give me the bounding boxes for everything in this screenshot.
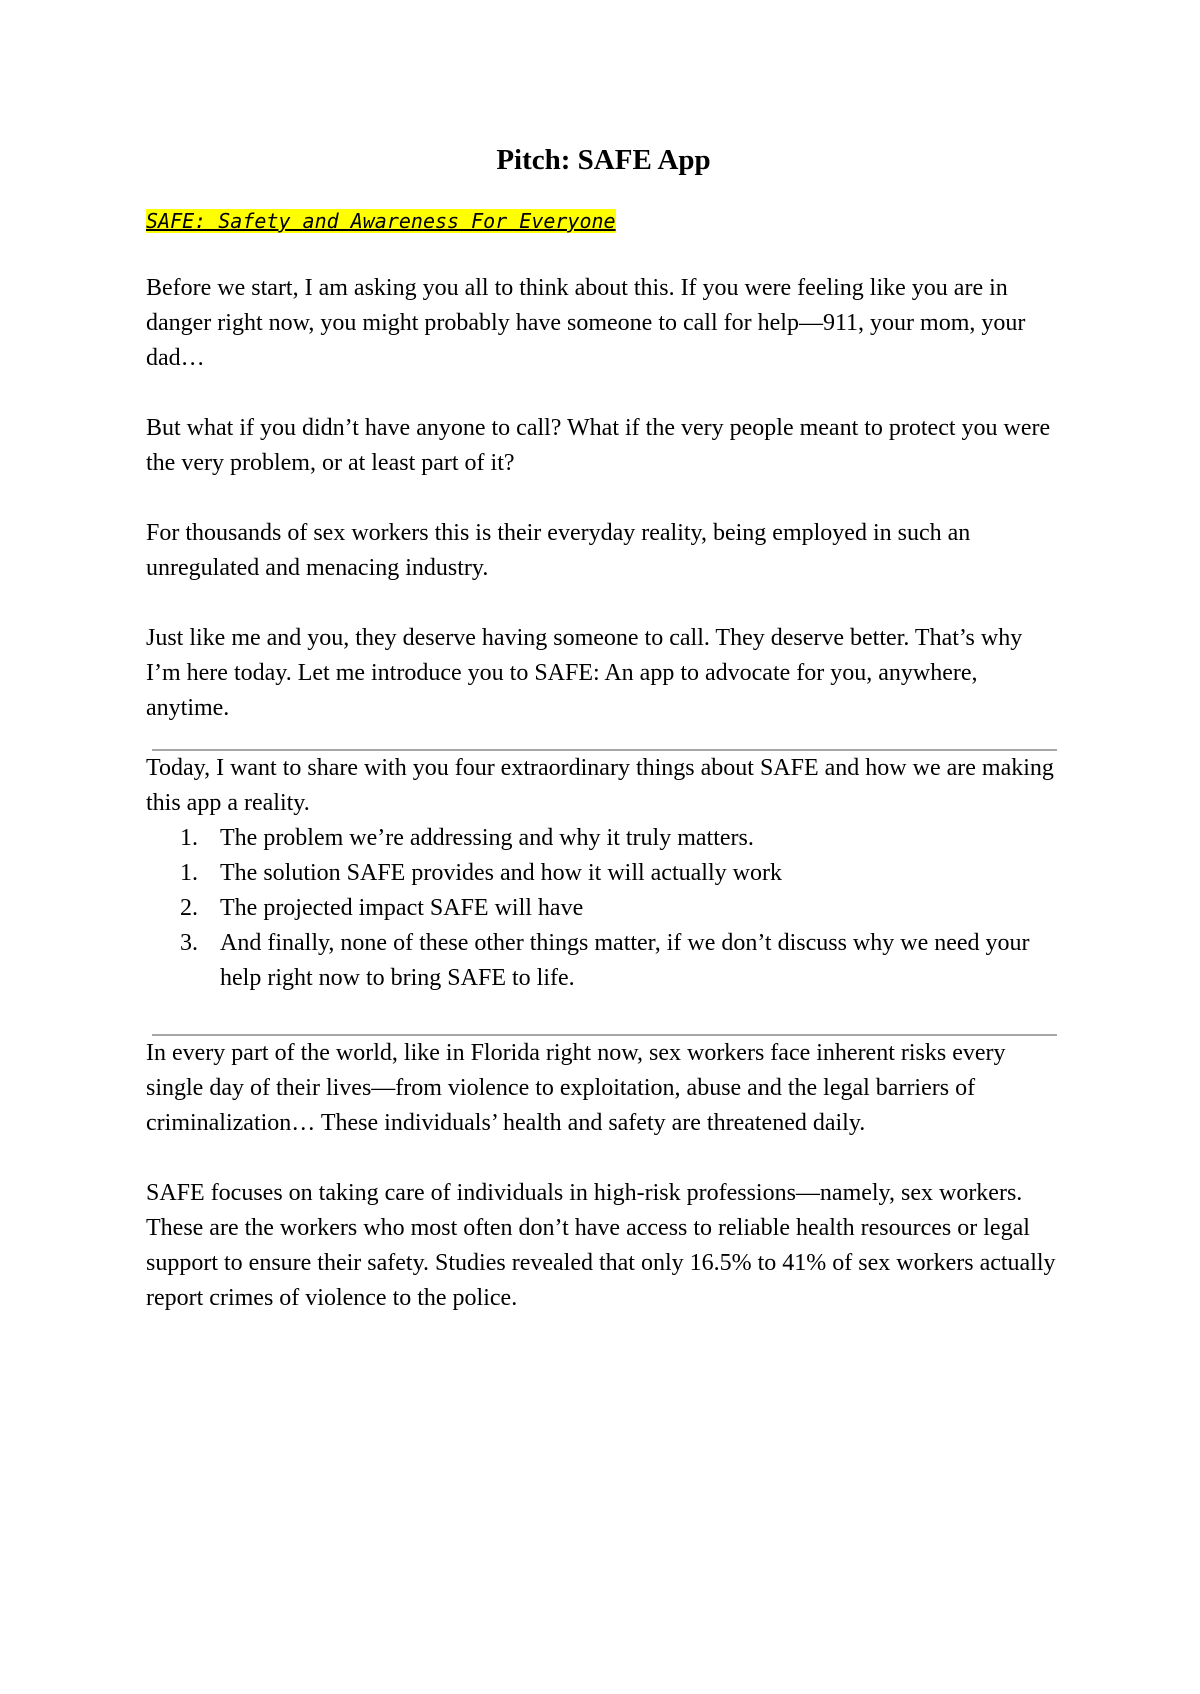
agenda-item-number: 1. — [180, 860, 198, 886]
intro-paragraph: Before we start, I am asking you all to think about this. If you were feeling like you are in danger right now, you might probably have someone to call for help—911, your mom, your dad… — [146, 275, 1026, 371]
problem-paragraph: SAFE focuses on taking care of individuals in high-risk professions—namely, sex workers. These are the workers who most often don’t have access to reliable health resources or legal support to ensure their safety. Studies revealed that only 16.5% to 41% of sex workers actually report crimes of violence to the police. — [146, 1180, 1056, 1311]
agenda-item-text: The projected impact SAFE will have — [220, 895, 584, 921]
agenda-item — [146, 926, 1061, 996]
intro-paragraph: But what if you didn’t have anyone to call? What if the very people meant to protect you were the very problem, or at least part of it? — [146, 415, 1051, 476]
agenda-item-number: 2. — [180, 895, 198, 921]
intro-paragraph: For thousands of sex workers this is their everyday reality, being employed in such an unregulated and menacing industry. — [146, 520, 971, 581]
agenda-list — [146, 821, 1061, 996]
agenda-item-number: 1. — [180, 825, 198, 851]
agenda-item — [146, 856, 1061, 891]
agenda-item-number: 3. — [180, 930, 198, 956]
agenda-item-text: The problem we’re addressing and why it truly matters. — [220, 825, 754, 851]
document-title: Pitch: SAFE App — [496, 144, 711, 176]
problem-paragraph: In every part of the world, like in Florida right now, sex workers face inherent risks every single day of their lives—from violence to exploitation, abuse and the legal barriers of criminalization… These individuals’ health and safety are threatened daily. — [146, 1040, 1006, 1136]
agenda-item-text: The solution SAFE provides and how it will actually work — [220, 860, 782, 886]
document-body — [146, 140, 1061, 1351]
agenda-item — [146, 891, 1061, 926]
intro-paragraph: Just like me and you, they deserve having someone to call. They deserve better. That’s why I’m here today. Let me introduce you to SAFE: An app to advocate for you, anywhere, anytime. — [146, 625, 1023, 721]
agenda-item-text: And finally, none of these other things matter, if we don’t discuss why we need your help right now to bring SAFE to life. — [220, 930, 1030, 991]
agenda-item — [146, 821, 1061, 856]
highlighted-subtitle: SAFE: Safety and Awareness For Everyone — [146, 209, 616, 233]
agenda-intro: Today, I want to share with you four extraordinary things about SAFE and how we are making this app a reality. — [146, 755, 1054, 816]
document-subtitle — [146, 205, 1061, 238]
